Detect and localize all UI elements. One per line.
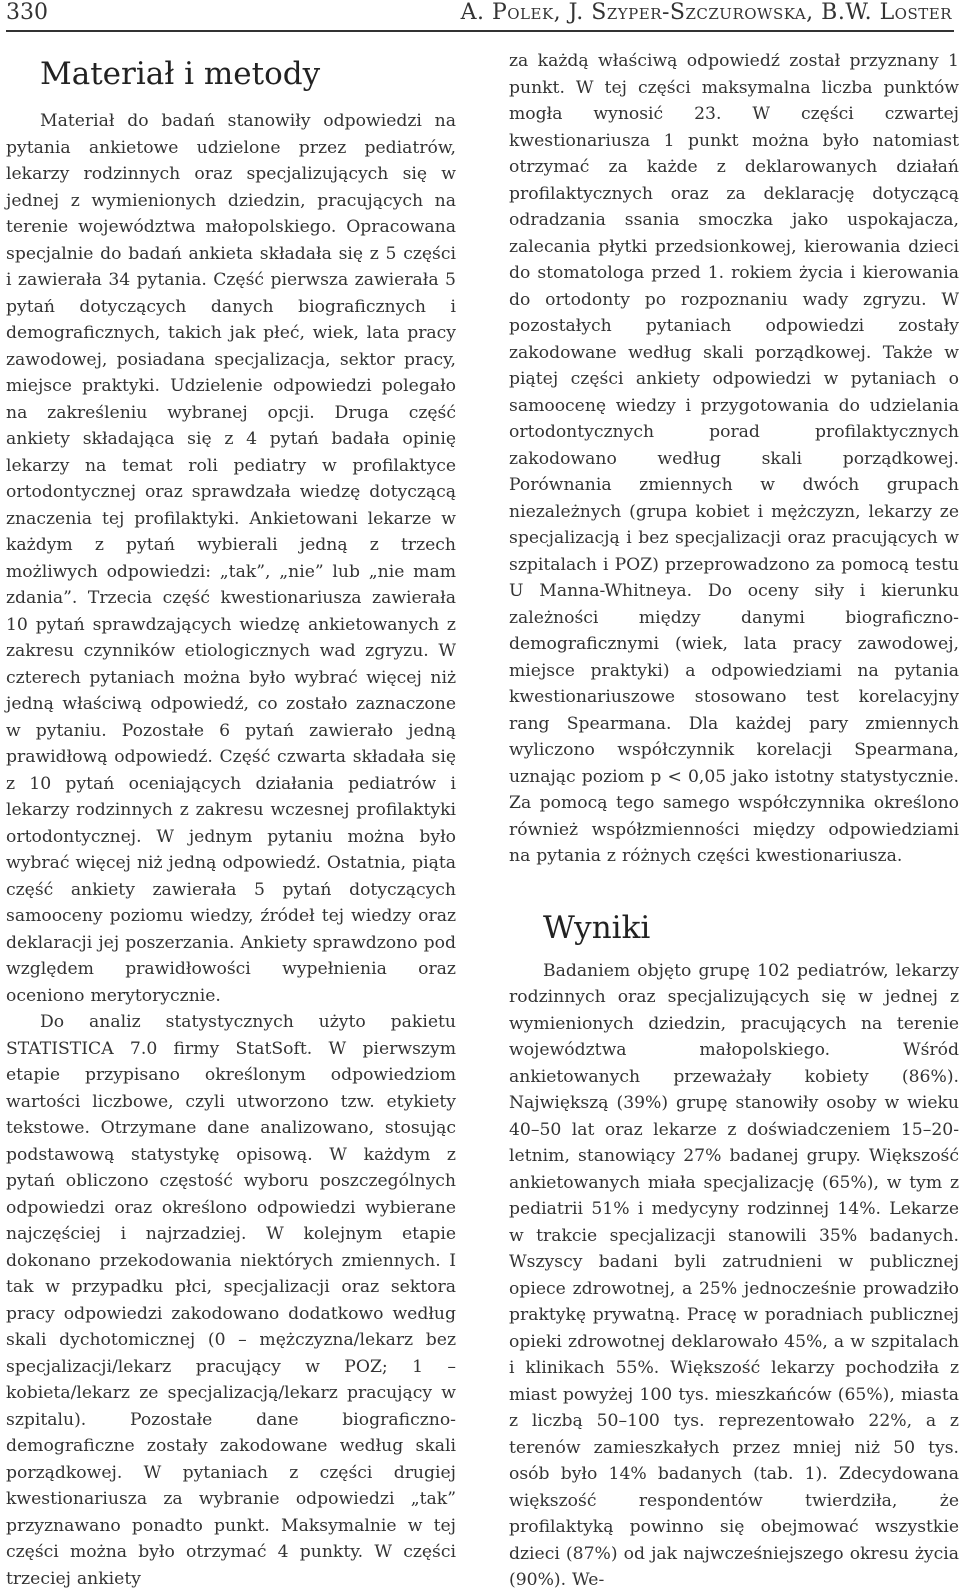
paragraph: Badaniem objęto grupę 102 pediatrów, lekarzy rodzinnych oraz specjalizujących się w jednej z wymienionych dziedzin, pracujących na terenie województwa małopolskiego. Wśród ankietowanych przeważały kobiety (86%). Największą (39%) grupę stanowiły osoby w wieku 40–50 lat oraz lekarze z doświadczeniem 15–20-letnim, stanowiący 27% badanej grupy. Większość ankietowanych miała specjalizację (65%), w tym z pediatrii 51% i medycyny rodzinnej 14%. Lekarze w trakcie specjalizacji stanowili 35% badanych. Wszyscy badani byli zatrudnieni w publicznej opiece zdrowotnej, a 25% jednocześnie prowadziło praktykę prywatną. Pracę w poradniach publicznej opieki zdrowotnej deklarowało 45%, a w szpitalach i klinikach 55%. Większość lekarzy pochodziła z miast powyżej 100 tys. mieszkańców (65%), miasta z liczbą 50–100 tys. reprezentowało 22%, a z terenów zamieszkałych przez mniej niż 50 tys. osób było 14% badanych (tab. 1). Zdecydowana większość respondentów twierdziła, że profilaktyką powinno się obejmować wszystkie dzieci (87%) od jak najwcześniejszego okresu życia (90%). We- <box>509 960 959 1590</box>
paragraph: Materiał do badań stanowiły odpowiedzi na pytania ankietowe udzielone przez pediatrów, lekarzy rodzinnych oraz specjalizujących się w jednej z wymienionych dziedzin, pracujących na terenie województwa małopolskiego. Opracowana specjalnie do badań ankieta składała się z 5 części i zawierała 34 pytania. Część pierwsza zawierała 5 pytań dotyczących danych biograficznych i demograficznych, takich jak płeć, wiek, lata pracy zawodowej, posiadana specjalizacja, sektor pracy, miejsce praktyki. Udzielenie odpowiedzi polegało na zakreśleniu wybranej opcji. Druga część ankiety składająca się z 4 pytań badała opinię lekarzy na temat roli pediatry w profilaktyce ortodontycznej oraz sprawdzała wiedzę dotyczącą znaczenia tej profilaktyki. Ankietowani lekarze w każdym z pytań wybierali jedną z trzech możliwych odpowiedzi: „tak”, „nie” lub „nie mam zdania”. Trzecia część kwestionariusza zawierała 10 pytań sprawdzających wiedzę ankietowanych z zakresu czynników etiologicznych wad zgryzu. W czterech pytaniach można było wybrać więcej niż jedną właściwą odpowiedź, co zostało zaznaczone w pytaniu. Pozostałe 6 pytań zawierało jedną prawidłową odpowiedź. Część czwarta składała się z 10 pytań oceniających działania pediatrów i lekarzy rodzinnych z zakresu wczesnej profilaktyki ortodontycznej. W jednym pytaniu można było wybrać więcej niż jedną odpowiedź. Ostatnia, piąta część ankiety zawierała 5 pytań dotyczących samooceny poziomu wiedzy, źródeł tej wiedzy oraz deklaracji jej poszerzania. Ankiety sprawdzono pod względem prawidłowości wypełnienia oraz oceniono merytorycznie. <box>6 111 456 1006</box>
left-column <box>6 48 456 1592</box>
section-heading-results: Wyniki <box>543 909 651 946</box>
running-head: A. Polek, J. Szyper-Szczurowska, B.W. Loster <box>460 0 952 25</box>
paragraph: Do analiz statystycznych użyto pakietu STATISTICA 7.0 firmy StatSoft. W pierwszym etapie przypisano określonym odpowiedziom wartości liczbowe, czyli utworzono tzw. etykiety tekstowe. Otrzymane dane analizowano, stosując podstawową statystykę opisową. W każdym z pytań obliczono częstość wyboru poszczególnych odpowiedzi oraz określono odpowiedzi wybierane najczęściej i najrzadziej. W kolejnym etapie dokonano przekodowania niektórych zmiennych. I tak w przypadku płci, specjalizacji oraz sektora pracy odpowiedzi zakodowano dodatkowo według skali dychotomicznej (0 – mężczyzna/lekarz bez specjalizacji/lekarz pracujący w POZ; 1 – kobieta/lekarz ze specjalizacją/lekarz pracujący w szpitalu). Pozostałe dane biograficzno-demograficzne zostały zakodowane według skali porządkowej. W pytaniach z części drugiej kwestionariusza za wybranie odpowiedzi „tak” przyznawano ponadto punkt. Maksymalnie w tej części można było otrzymać 4 punkty. W części trzeciej ankiety <box>6 1012 456 1589</box>
paragraph: za każdą właściwą odpowiedź został przyznany 1 punkt. W tej części maksymalna liczba punktów mogła wynosić 23. W części czwartej kwestionariusza 1 punkt można było natomiast otrzymać za każde z deklarowanych działań profilaktycznych oraz za deklarację dotyczącą odradzania ssania smoczka jako uspokajacza, zalecania płytki przedsionkowej, kierowania dzieci do stomatologa przed 1. rokiem życia i kierowania do ortodonty po rozpoznaniu wady zgryzu. W pozostałych pytaniach odpowiedzi zostały zakodowane według skali porządkowej. Także w piątej części ankiety odpowiedzi w pytaniach o samoocenę wiedzy i przygotowania do udzielania ortodontycznych porad profilaktycznych zakodowano według skali porządkowej. Porównania zmiennych w dwóch grupach niezależnych (grupa kobiet i mężczyzn, lekarzy ze specjalizacją i bez specjalizacji oraz pracujących w szpitalach i POZ) przeprowadzono za pomocą testu U Manna-Whitneya. Do oceny siły i kierunku zależności między danymi biograficzno-demograficznymi (wiek, lata pracy zawodowej, miejsce praktyki) a odpowiedziami na pytania kwestionariuszowe stosowano test korelacyjny rang Spearmana. Dla każdej pary zmiennych wyliczono współczynnik korelacji Spearmana, uznając poziom p < 0,05 jako istotny statystycznie. Za pomocą tego samego współczynnika określono również współzmienności między odpowiedziami na pytania z różnych części kwestionariusza. <box>509 51 959 866</box>
right-column <box>509 48 959 1594</box>
page-number: 330 <box>6 0 48 25</box>
header-rule <box>6 30 954 32</box>
section-heading-methods: Materiał i metody <box>40 56 321 92</box>
